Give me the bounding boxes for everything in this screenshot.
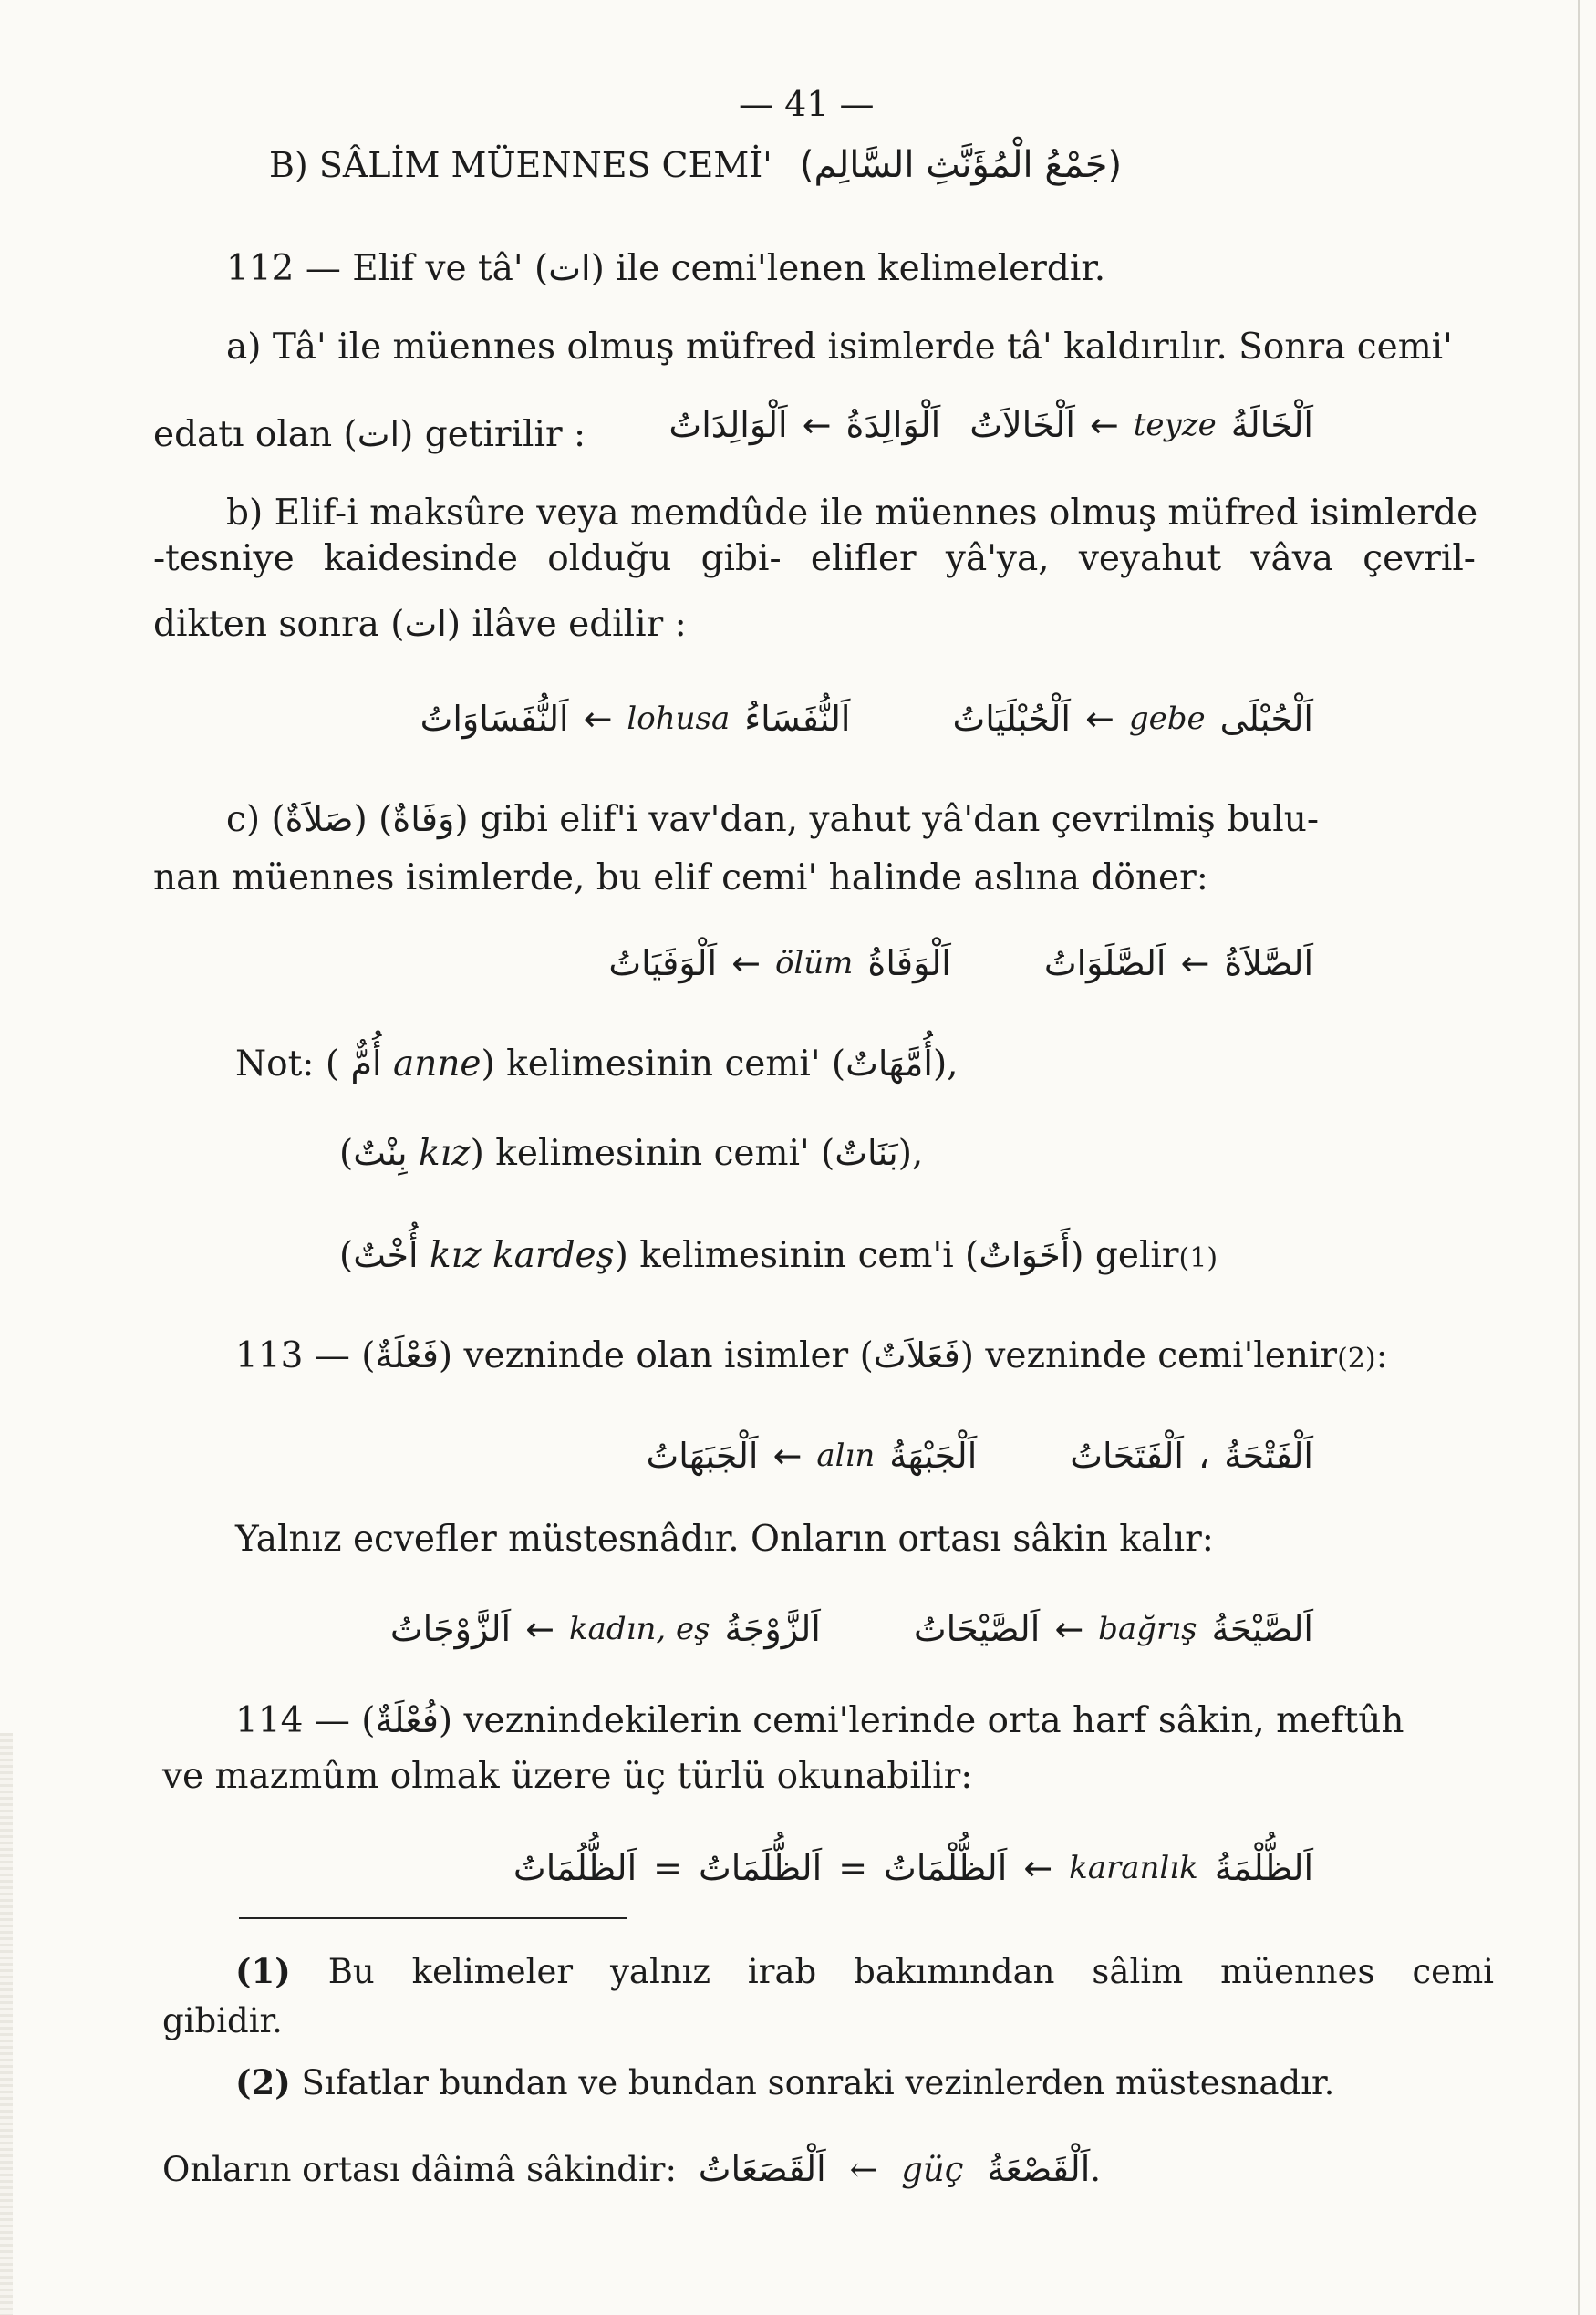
text: . (1090, 2150, 1102, 2189)
turkish-gloss: güç (901, 2150, 964, 2189)
arabic-term: صَلاَةٌ (285, 799, 354, 839)
footnote-rule (239, 1917, 627, 1919)
arabic-term: وَفَاةٌ (392, 799, 455, 839)
plural-word: اَلصَّيْحَاتُ (913, 1609, 1041, 1649)
plural-word: اَلزَّوْجَاتُ (389, 1609, 512, 1649)
arabic-term: فَعْلَةٌ (375, 1335, 439, 1376)
para-112b-line1: b) Elif-i maksûre veya memdûde ile müennes olmuş müfred isimlerde (226, 493, 1478, 534)
arabic-term: ات (357, 414, 400, 454)
arabic-term: أَخَوَاتٌ (979, 1235, 1071, 1275)
page-number: — 41 — (739, 84, 875, 124)
arabic-term: أُمَّهَاتٌ (845, 1043, 933, 1084)
text: ) gelir (1070, 1235, 1179, 1276)
text: ) vezninde olan isimler ( (438, 1335, 874, 1376)
text: 114 — ( (235, 1700, 376, 1741)
text: ) ( (353, 799, 393, 840)
text: ) vezninde cemi'lenir (959, 1335, 1338, 1376)
equals-sign: = (838, 1848, 868, 1888)
turkish-gloss: anne (381, 1043, 482, 1085)
para-114-line2: ve mazmûm olmak üzere üç türlü okunabilir: (162, 1756, 973, 1797)
note-row-2 (339, 1129, 923, 1178)
plural-word: اَلنُّفَسَاوَاتُ (420, 699, 569, 739)
arabic-term: ات (404, 604, 447, 644)
para-113-line1 (235, 1332, 1388, 1383)
turkish-gloss: karanlık (1069, 1850, 1198, 1886)
arabic-term: فَعَلاَتٌ (873, 1335, 960, 1376)
para-112b-line3 (153, 600, 687, 649)
text: ( (339, 1235, 354, 1276)
arabic-term: بِنْتٌ (353, 1133, 408, 1173)
para-112-intro (226, 244, 1105, 293)
text: c) ( (226, 799, 285, 840)
example-row-112a (668, 401, 1313, 449)
text: ) gibi elif'i vav'dan, yahut yâ'dan çevrilmiş bulu- (454, 799, 1320, 840)
singular-word: اَلْفَتْحَةُ (1224, 1436, 1313, 1476)
plural-word: اَلْفَتَحَاتُ (1070, 1436, 1184, 1476)
plural-word: اَلْخَالاَتُ (969, 405, 1075, 445)
example-row-113a (620, 1432, 1313, 1479)
footnote-marker: (2) (235, 2062, 291, 2102)
arrow-symbol: ← (772, 1436, 803, 1476)
example-row-112b (328, 695, 1313, 742)
equals-sign: = (653, 1848, 682, 1888)
footnote-1-line2: gibidir. (162, 2001, 283, 2040)
singular-word: اَلْحُبْلَى (1219, 699, 1313, 739)
singular-word: اَلصَّيْحَةُ (1211, 1609, 1313, 1649)
turkish-gloss: gebe (1128, 701, 1206, 737)
heading-arabic: (جَمْعُ الْمُؤَنَّثِ السَّالِم) (799, 144, 1123, 186)
singular-word: اَلنُّفَسَاءُ (744, 699, 851, 739)
example-row-114 (420, 1844, 1313, 1892)
arrow-symbol: ← (802, 405, 832, 445)
note-label: Not: (235, 1043, 315, 1085)
footnote-text: Sıfatlar bundan ve bundan sonraki vezinlerden müstesnadır. (290, 2063, 1335, 2102)
text: ) getirilir : (399, 414, 586, 455)
para-112c-line2: nan müennes isimlerde, bu elif cemi' halinde aslına döner: (153, 857, 1208, 898)
footnote-2-line1 (235, 2059, 1334, 2107)
arabic-term: أُمٌّ (350, 1043, 382, 1084)
text: edatı olan ( (153, 414, 358, 455)
arrow-symbol: ← (583, 699, 613, 739)
plural-word: اَلصَّلَوَاتُ (1043, 943, 1166, 983)
footnote-text: Bu kelimeler yalnız irab bakımından sâlim müennes cemi (290, 1952, 1494, 1991)
text: ) ilâve edilir : (446, 604, 687, 645)
turkish-gloss: teyze (1133, 407, 1217, 443)
text: ), (897, 1133, 924, 1174)
scan-edge-texture (0, 1733, 13, 2315)
footnote-ref: (2) (1337, 1343, 1376, 1375)
note-row-1 (235, 1040, 959, 1088)
footnote-ref: (1) (1178, 1242, 1218, 1274)
para-112c-line1 (226, 795, 1319, 844)
text: ( (325, 1043, 351, 1085)
heading-label: B) SÂLİM MÜENNES CEMİ' (269, 145, 772, 185)
singular-word: اَلْوَفَاةُ (867, 943, 951, 983)
plural-word: اَلْوَفَيَاتُ (608, 943, 718, 983)
plural-word: اَلْوَالِدَاتُ (668, 405, 788, 445)
turkish-gloss: kız (407, 1133, 471, 1174)
singular-word: اَلْخَالَةُ (1230, 405, 1313, 445)
text: ) kelimesinin cem'i ( (614, 1235, 979, 1276)
text: : (1375, 1335, 1388, 1376)
para-113-line2: Yalnız ecvefler müstesnâdır. Onların ortası sâkin kalır: (235, 1519, 1214, 1560)
separator: ، (1198, 1436, 1210, 1476)
text: ( (339, 1133, 354, 1174)
turkish-gloss: ölüm (774, 945, 854, 981)
arabic-term: فُعْلَةٌ (375, 1700, 439, 1740)
plural-word: اَلْحُبْلَيَاتُ (952, 699, 1071, 739)
text: 112 — Elif ve tâ' ( (226, 248, 549, 289)
turkish-gloss: lohusa (627, 701, 731, 737)
para-112a-line1: a) Tâ' ile müennes olmuş müfred isimlerde tâ' kaldırılır. Sonra cemi' (226, 327, 1453, 368)
turkish-gloss: kız kardeş (418, 1235, 615, 1276)
turkish-gloss: alın (816, 1438, 876, 1474)
text: ) kelimesinin cemi' ( (470, 1133, 835, 1174)
arrow-symbol: ← (731, 943, 761, 983)
para-114-line1 (235, 1697, 1404, 1745)
plural-word: اَلظُّلْمَاتُ (884, 1848, 1008, 1888)
arabic-term: أُخْتٌ (353, 1235, 419, 1275)
singular-word: اَلْوَالِدَةُ (845, 405, 941, 445)
singular-word: اَلزَّوْجَةُ (724, 1609, 821, 1649)
arrow-symbol: ← (1180, 943, 1210, 983)
note-row-3 (339, 1231, 1218, 1282)
footnote-marker: (1) (235, 1951, 291, 1991)
singular-word: اَلْجَبْهَةُ (889, 1436, 978, 1476)
footnote-2-line2 (162, 2145, 1101, 2194)
arrow-symbol: ← (1084, 699, 1114, 739)
page-edge-shadow (1578, 0, 1580, 2315)
arabic-term: بَنَاتٌ (834, 1133, 898, 1173)
turkish-gloss: bağrış (1098, 1611, 1197, 1647)
section-heading (269, 141, 1122, 189)
plural-word: اَلْقَصَعَاتُ (698, 2149, 826, 2189)
singular-word: اَلصَّلاَةُ (1224, 943, 1313, 983)
arabic-term: ات (548, 248, 591, 288)
text: dikten sonra ( (153, 604, 405, 645)
turkish-gloss: kadın, eş (568, 1611, 710, 1647)
arrow-symbol: ← (849, 2150, 878, 2189)
plural-word: اَلْجَبَهَاتُ (646, 1436, 759, 1476)
arrow-symbol: ← (1023, 1848, 1053, 1888)
arrow-symbol: ← (1054, 1609, 1084, 1649)
text: 113 — ( (235, 1335, 376, 1376)
text: ), (932, 1043, 959, 1085)
singular-word: اَلْقَصْعَةُ (987, 2149, 1091, 2189)
example-row-113b (274, 1605, 1313, 1653)
arrow-symbol: ← (1089, 405, 1119, 445)
example-row-112c (456, 939, 1313, 987)
text: ) veznindekilerin cemi'lerinde orta harf sâkin, meftûh (438, 1700, 1404, 1741)
plural-word: اَلظُّلَمَاتُ (698, 1848, 823, 1888)
footnote-1-line1 (235, 1947, 1494, 1996)
arrow-symbol: ← (525, 1609, 554, 1649)
para-112b-line2: -tesniye kaidesinde olduğu gibi- elifler yâ'ya, veyahut vâva çevril- (153, 538, 1476, 579)
singular-word: اَلظُّلْمَةُ (1214, 1848, 1313, 1888)
para-112a-line2 (153, 410, 586, 459)
text: ) kelimesinin cemi' ( (481, 1043, 846, 1085)
text: ) ile cemi'lenen kelimelerdir. (590, 248, 1106, 289)
footnote-text: Onların ortası dâimâ sâkindir: (162, 2150, 688, 2189)
plural-word: اَلظُّلُمَاتُ (513, 1848, 637, 1888)
